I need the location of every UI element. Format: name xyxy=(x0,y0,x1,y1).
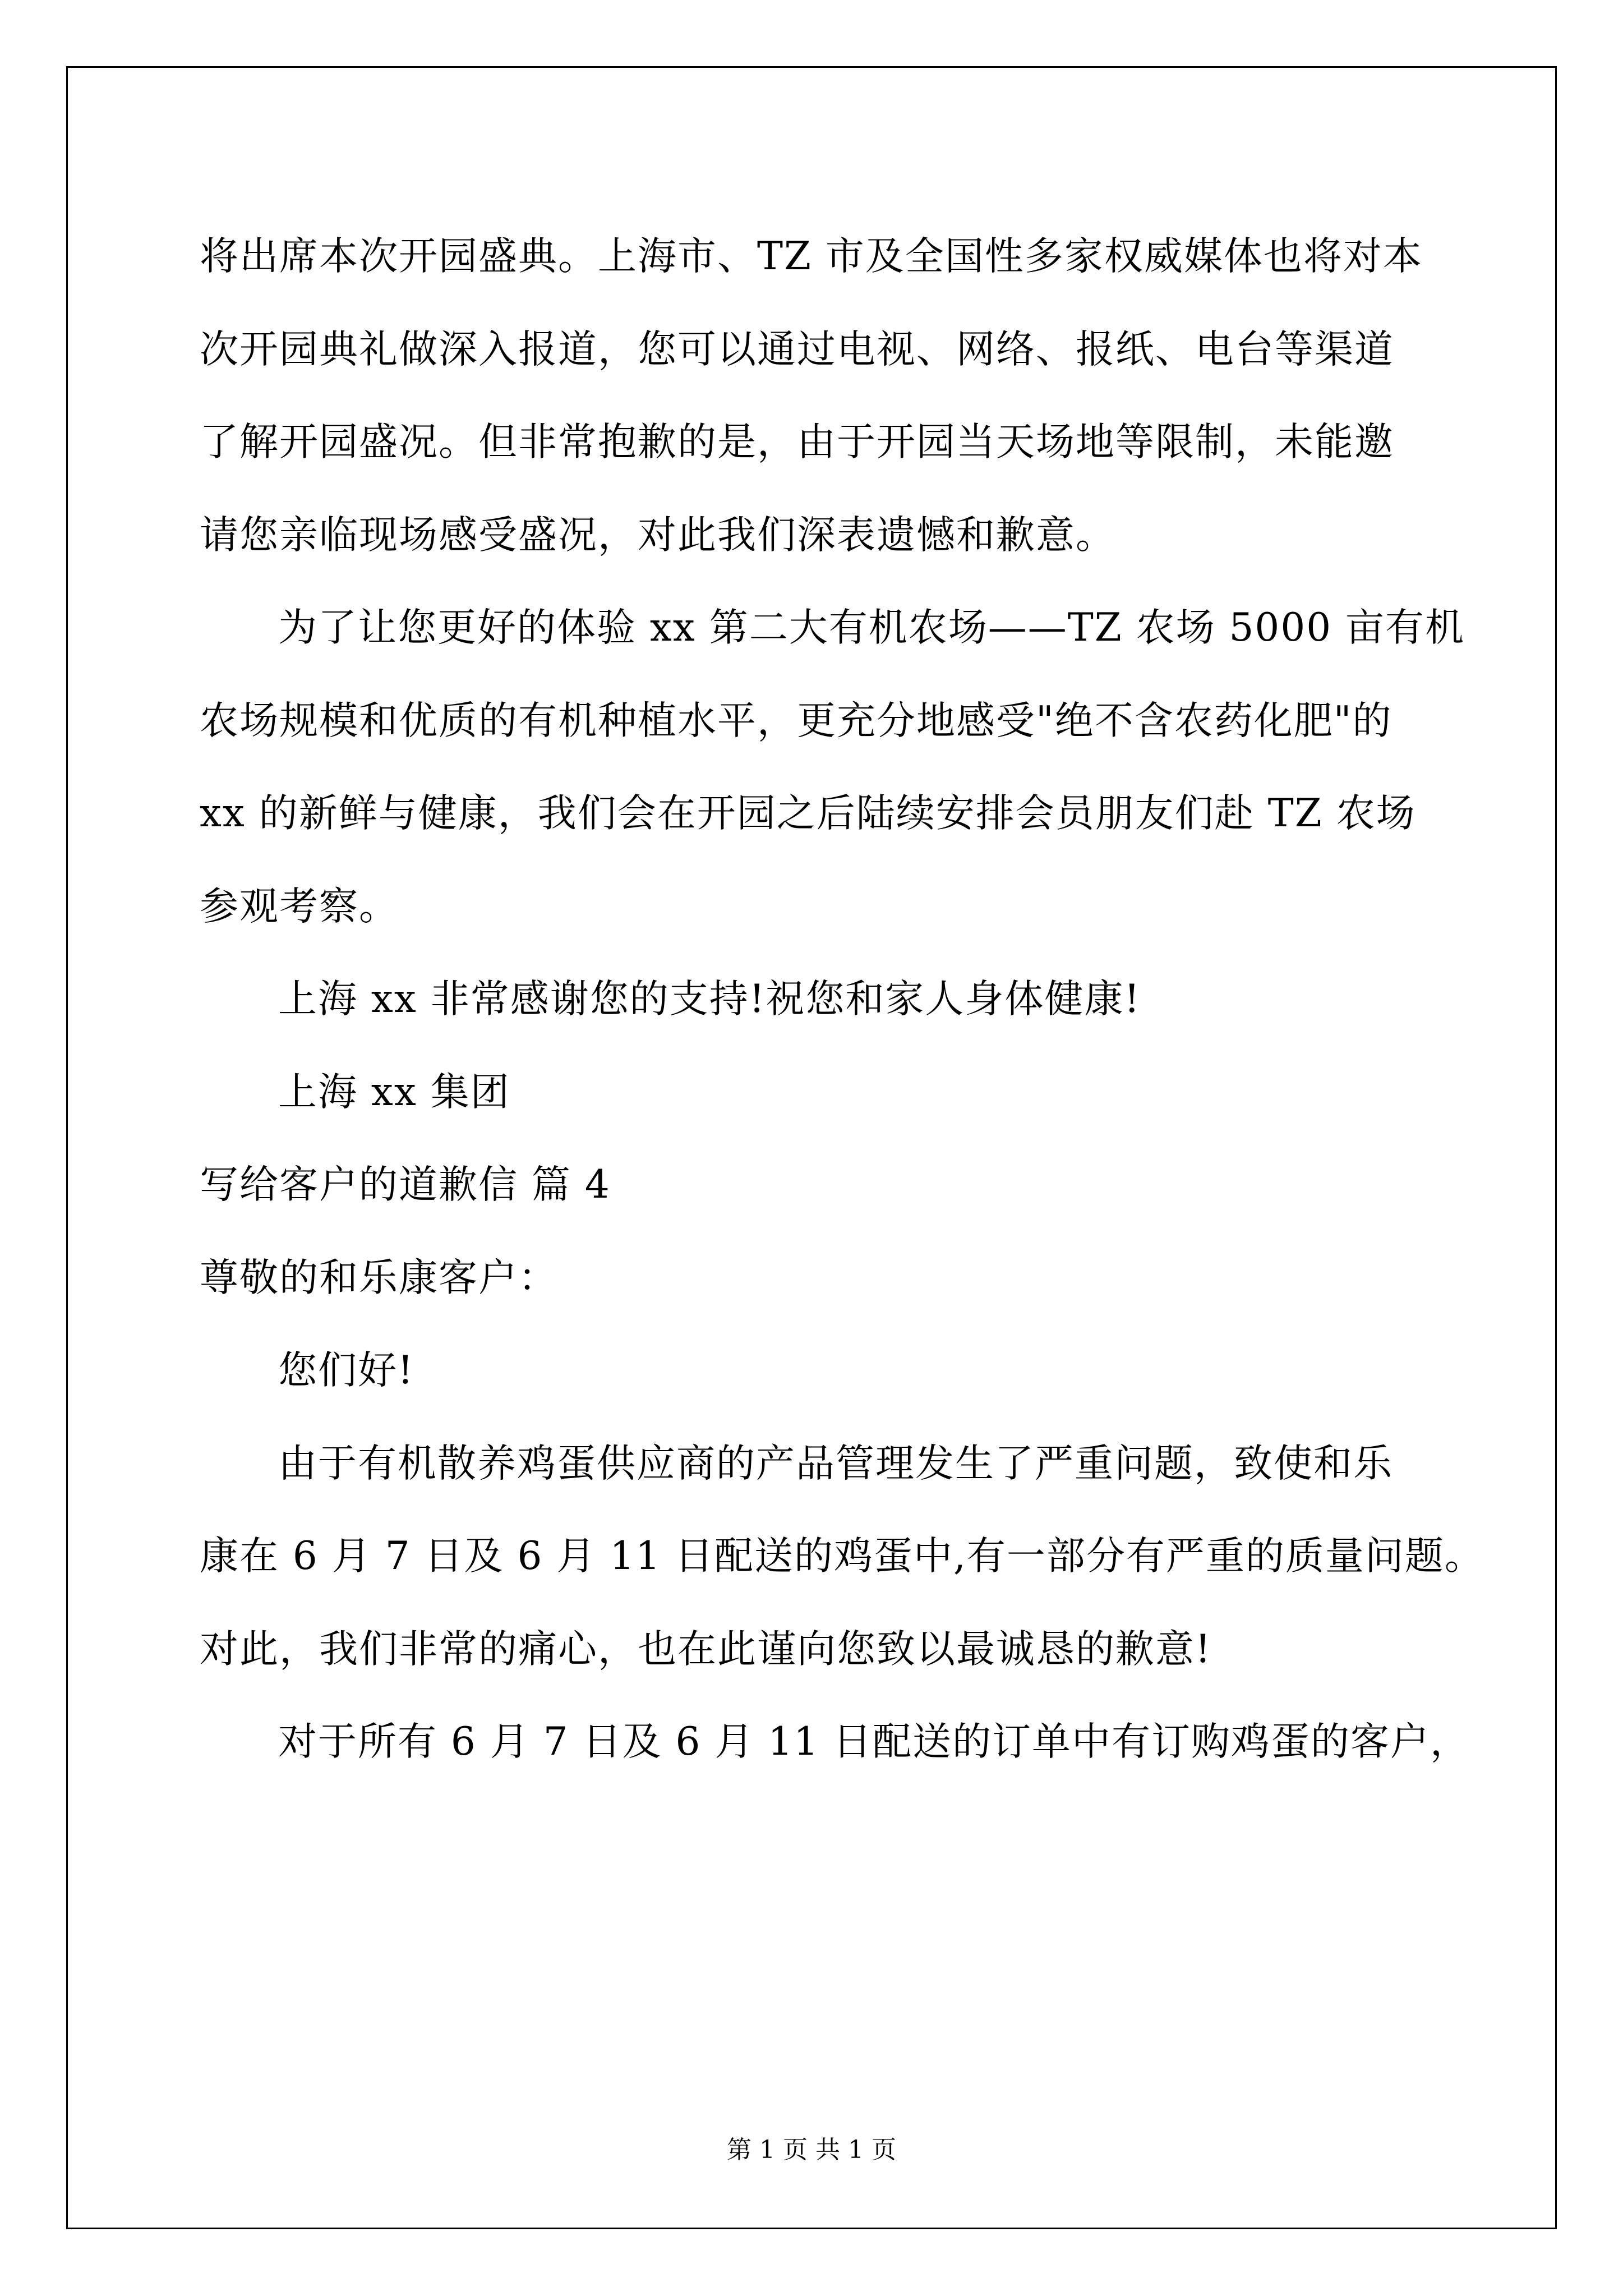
section-heading: 写给客户的道歉信 篇 4 xyxy=(200,1162,611,1207)
greeting: 您们好! xyxy=(278,1348,414,1393)
text-line: 了解开园盛况。但非常抱歉的是，由于开园当天场地等限制，未能邀 xyxy=(200,420,1394,464)
text-line: 为了让您更好的体验 xx 第二大有机农场——TZ 农场 5000 亩有机 xyxy=(278,605,1465,650)
text-line: 上海 xx 非常感谢您的支持!祝您和家人身体健康! xyxy=(278,977,1141,1022)
text-line: 由于有机散养鸡蛋供应商的产品管理发生了严重问题，致使和乐 xyxy=(278,1441,1393,1486)
document-body xyxy=(200,210,1484,1789)
signature-line: 上海 xx 集团 xyxy=(278,1069,510,1115)
salutation: 尊敬的和乐康客户： xyxy=(200,1255,558,1300)
text-line: 对此，我们非常的痛心，也在此谨向您致以最诚恳的歉意! xyxy=(200,1626,1212,1672)
text-line: 农场规模和优质的有机种植水平，更充分地感受"绝不含农药化肥"的 xyxy=(200,698,1393,743)
text-line: xx 的新鲜与健康，我们会在开园之后陆续安排会员朋友们赴 TZ 农场 xyxy=(200,791,1416,836)
text-line: 请您亲临现场感受盛况，对此我们深表遗憾和歉意。 xyxy=(200,512,1115,558)
text-line: 对于所有 6 月 7 日及 6 月 11 日配送的订单中有订购鸡蛋的客户， xyxy=(278,1719,1470,1764)
page-number: 第 1 页 共 1 页 xyxy=(727,2136,896,2164)
text-line: 次开园典礼做深入报道，您可以通过电视、网络、报纸、电台等渠道 xyxy=(200,326,1394,372)
text-line: 康在 6 月 7 日及 6 月 11 日配送的鸡蛋中,有一部分有严重的质量问题。 xyxy=(200,1534,1484,1579)
text-line: 参观考察。 xyxy=(200,884,399,929)
text-line: 将出席本次开园盛典。上海市、TZ 市及全国性多家权威媒体也将对本 xyxy=(200,234,1423,279)
